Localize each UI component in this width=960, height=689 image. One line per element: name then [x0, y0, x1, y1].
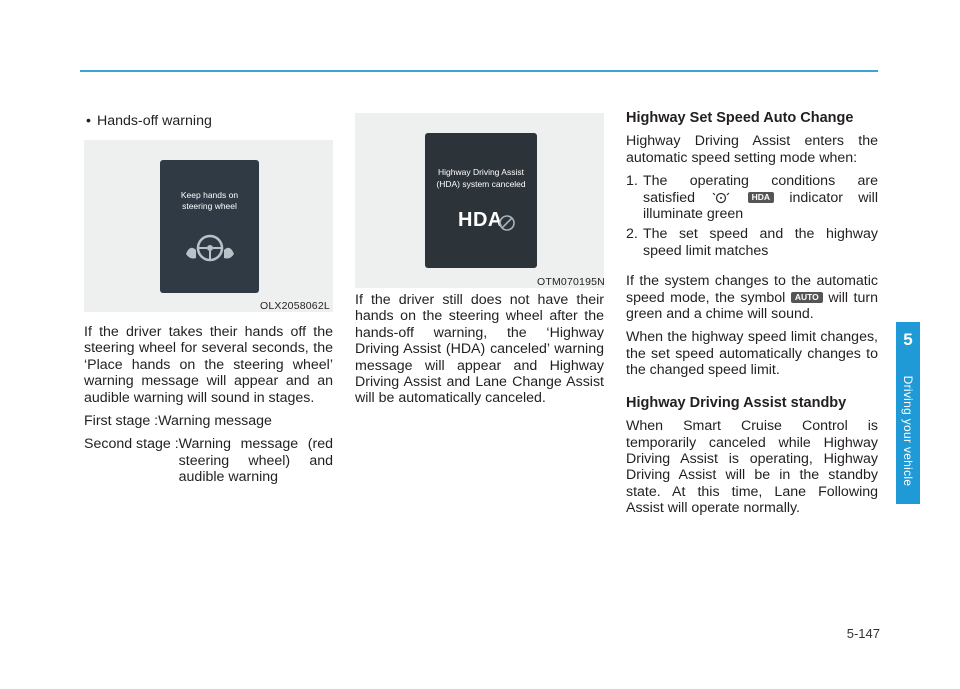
steering-wheel-icon — [180, 228, 240, 268]
section-heading: Highway Driving Assist standby — [626, 394, 847, 411]
list-number: 2. — [626, 226, 638, 243]
stage-text: Warning message — [158, 413, 272, 430]
stage-label: Second stage : — [84, 436, 179, 453]
stage-row-1 — [84, 413, 333, 429]
paragraph-part: If the system changes to the automatic speed mode, the symbol — [626, 273, 878, 306]
screen-line-1: Highway Driving Assist — [438, 167, 524, 177]
list-text — [643, 173, 878, 222]
list-text-part: The operating conditions are satisfied — [643, 173, 878, 206]
paragraph: When the highway speed limit changes, the set speed automatically changes to the changed speed limit. — [626, 329, 878, 379]
screen-message — [160, 190, 259, 212]
hands-off-figure — [84, 140, 333, 312]
list-text-part: indicator will illuminate green — [643, 189, 878, 223]
list-item — [626, 173, 878, 222]
hda-canceled-figure — [355, 113, 604, 288]
figure-caption: OTM070195N — [537, 276, 605, 288]
chapter-title — [900, 364, 916, 499]
cluster-screen — [160, 160, 259, 293]
cancel-icon — [497, 213, 517, 233]
left-column — [84, 113, 334, 129]
paragraph: When Smart Cruise Control is temporarily canceled while Highway Driving Assist is operating, Highway Driving Assist will be in the standby state. At this time, Lane Following Assist will operate normally. — [626, 418, 878, 517]
middle-body — [355, 292, 604, 414]
list-number: 1. — [626, 173, 638, 190]
screen-line-1: Keep hands on — [180, 190, 239, 200]
section-heading: Highway Set Speed Auto Change — [626, 110, 854, 126]
stage-label: First stage : — [84, 413, 159, 430]
paragraph: Highway Driving Assist enters the automatic speed setting mode when: — [626, 133, 878, 166]
paragraph-part: will turn green and a chime will sound. — [626, 289, 878, 323]
cluster-screen — [425, 133, 537, 268]
chapter-number: 5 — [903, 330, 913, 349]
chapter-title-text: Driving your vehicle — [901, 375, 915, 487]
hda-icon: HDA — [458, 209, 503, 231]
list-item — [626, 226, 878, 259]
right-column — [626, 110, 878, 524]
list-text: The set speed and the highway speed limit matches — [643, 226, 878, 259]
auto-badge: AUTO — [791, 292, 823, 303]
figure-caption: OLX2058062L — [260, 300, 330, 312]
paragraph: If the driver takes their hands off the steering wheel for several seconds, the ‘Place hands on the steering wheel’ warning message will appear and an audible warning will sound in stages. — [84, 324, 333, 406]
top-rule — [80, 70, 878, 72]
hda-steering-icon — [712, 192, 730, 204]
left-body — [84, 324, 333, 486]
page-number: 5-147 — [846, 626, 880, 641]
paragraph — [626, 273, 878, 322]
screen-line-2: (HDA) system canceled — [436, 179, 526, 189]
bullet-text: Hands-off warning — [96, 113, 212, 129]
stage-row-2 — [84, 436, 333, 485]
bullet-item: • Hands-off warning — [86, 113, 212, 129]
stage-text: Warning message (red steering wheel) and audible warning — [178, 436, 333, 486]
paragraph: If the driver still does not have their hands on the steering wheel after the hands-off warning, the ‘Highway Driving Assist (HDA) canceled’ warning message will appear and Highway Driving Assist and Lane Change Assist will be automatically canceled. — [355, 292, 604, 407]
screen-line-2: steering wheel — [182, 201, 237, 211]
screen-message — [425, 166, 537, 190]
hda-badge: HDA — [748, 192, 774, 203]
conditions-list — [626, 173, 878, 259]
